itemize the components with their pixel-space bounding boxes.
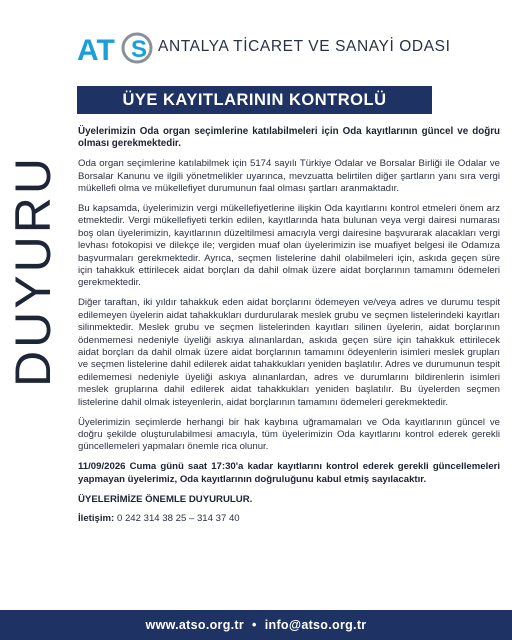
deadline-paragraph: 11/09/2026 Cuma günü saat 17:30'a kadar kayıtlarını kontrol ederek gerekli güncellemeleri yapmayan üyelerimiz, Oda kayıtlarının doğruluğunu kabul etmiş sayılacaktır. [78,461,500,485]
email-link[interactable]: info@atso.org.tr [264,618,367,632]
paragraph-1: Oda organ seçimlerine katılabilmek için 5174 sayılı Türkiye Odalar ve Borsalar Birliği ile Odalar ve Borsalar Kanunu ve ilgili yönetmelikler uyarınca, mevzuatta belirtilen diğer şartların yanı sıra vergi mükellefi olma ve mükellefiyet durumunun faal olması şartları aranmaktadır. [78,158,500,195]
website-link[interactable]: www.atso.org.tr [145,618,245,632]
logo-letter: S [131,36,148,63]
title-banner [77,86,432,114]
paragraph-2: Bu kapsamda, üyelerimizin vergi mükellefiyetlerine ilişkin Oda kayıtlarını kontrol etmeleri önem arz etmektedir. Vergi mükellefiyeti terkin edilen, kayıtlarında hata bulunan veya vergi dairesi numarası boş olan üyelerimizin, kayıtlarının düzeltilmesi amacıyla vergi dairesine başvurarak alacakları vergi levhası fotokopisi ve dilekçe ile; vergiden muaf olan üyelerimizin ise muafiyet belgesi ile Odamıza başvurmaları gerekmektedir. Ayrıca, seçmen listelerine dahil olabilmeleri için, askıda geçen süre için tahakkuk ettirilecek aidat borçları da dahil olmak üzere aidat borçlarının tamamını ödemeleri gerekmektedir. [78,203,500,289]
footer-contact [0,610,512,640]
contact-phone: 0 242 314 38 25 – 314 37 40 [116,513,240,525]
contact-label: İletişim: [78,513,115,525]
paragraph-4: Üyelerimizin seçimlerde herhangi bir hak kaybına uğramamaları ve Oda kayıtlarının güncel ve doğru şekilde oluşturulabilmesi amacıyla, tüm üyelerimizin Oda kayıtlarını kontrol ederek gerekli güncellemeleri yapmaları önemle rica olunur. [78,416,500,453]
side-label: DUYURU [5,155,61,387]
atso-logo [76,24,154,70]
svg-text:AT: AT [77,34,115,67]
header [0,0,512,82]
paragraph-3: Diğer taraftan, iki yıldır tahakkuk eden aidat borçlarını ödemeyen ve/veya adres ve durumu tespit edilemeyen üyelerin aidat tahakkukları durdurularak meslek grubu ve seçmen listelerindeki kayıtları silinmektedir. Meslek grubu ve seçmen listelerinden kayıtları silinen üyelerin, aidat borçlarının ödenmemesi nedeniyle üyeliği askıya alınanlardan, askıda geçen süre için tahakkuk ettirilecek aidat borçları da dahil olmak üzere aidat borçlarının tamamını ödeyenlerin isimleri meslek grupları ve seçmen listelerine dahil edilerek aidat tahakkukları yeniden başlatılır. Adres ve durumunun tespit edilememesi nedeniyle üyeliği askıya alınanlardan, adres ve durumlarını bildirenlerin isimleri meslek gruplarına dahil edilerek aidat tahakkukları yeniden başlatılır. Bu üyelerden seçmen listelerine dahil olmak isteyenlerin, aidat borçlarının tamamını ödemeleri gerekmektedir. [78,297,500,408]
page-title: ÜYE KAYITLARININ KONTROLÜ [122,91,387,109]
footer-separator: • [252,618,257,632]
organization-name: ANTALYA TİCARET VE SANAYİ ODASI [158,38,451,55]
contact-line [78,513,500,525]
lead-paragraph: Üyelerimizin Oda organ seçimlerine katılabilmeleri için Oda kayıtlarının güncel ve doğru olması gerekmektedir. [78,126,500,150]
announcement-body [78,126,500,533]
closing-line: ÜYELERİMİZE ÖNEMLE DUYURULUR. [78,493,253,505]
footer [0,610,512,640]
